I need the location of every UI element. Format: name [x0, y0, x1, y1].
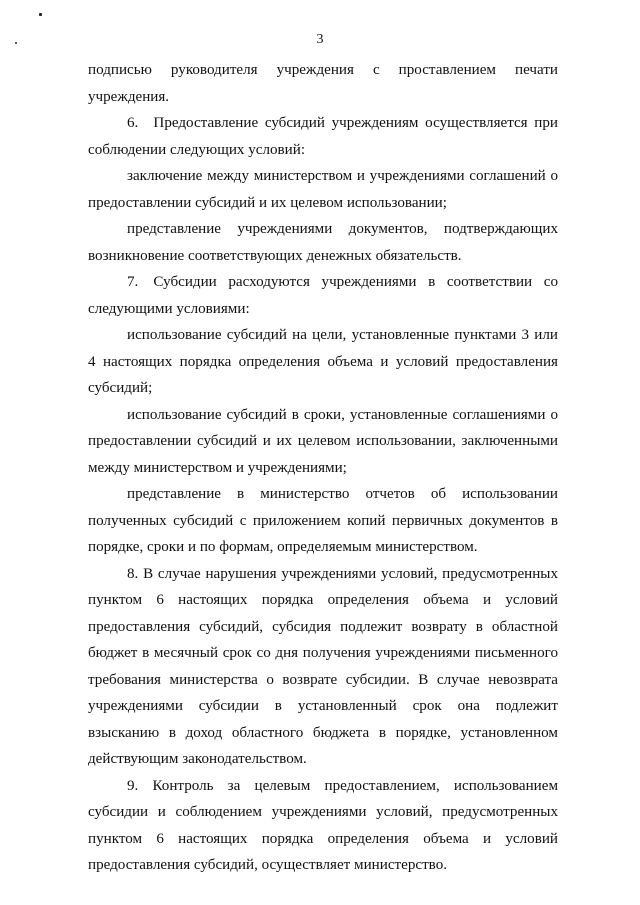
paragraph-clause-8: 8. В случае нарушения учреждениями условий, предусмотренных пунктом 6 настоящих порядка определения объема и условий предоставления субсидий, субсидия подлежит возврату в областной бюджет в месячный срок со дня получения учреждениями письменного требования министерства о возврате субсидии. В случае невозврата учреждениями субсидии в установленный срок она подлежит взысканию в доход областного бюджета в порядке, установленном действующим законодательством.: [88, 565, 558, 767]
page-number: 3: [316, 32, 324, 47]
paragraph-condition-purpose: использование субсидий на цели, установленные пунктами 3 или 4 настоящих порядка определения объема и условий предоставления субсидий;: [88, 327, 558, 396]
paragraph-condition-reports: представление в министерство отчетов об использовании полученных субсидий с приложением копий первичных документов в порядке, сроки и по формам, определяемым министерством.: [88, 486, 558, 555]
paragraph-condition-documents: представление учреждениями документов, подтверждающих возникновение соответствующих денежных обязательств.: [88, 221, 558, 264]
paragraph-clause-6: 6. Предоставление субсидий учреждениям осуществляется при соблюдении следующих условий:: [88, 115, 558, 158]
document-body: [88, 57, 558, 879]
paragraph-condition-agreement: заключение между министерством и учреждениями соглашений о предоставлении субсидий и их целевом использовании;: [88, 168, 558, 211]
paragraph-clause-9: 9. Контроль за целевым предоставлением, использованием субсидии и соблюдением учреждениями условий, предусмотренных пунктом 6 настоящих порядка определения объема и условий предоставления субсидий, осуществляет министерство.: [88, 777, 558, 873]
paragraph-continuation: подписью руководителя учреждения с проставлением печати учреждения.: [88, 62, 558, 105]
paragraph-clause-7: 7. Субсидии расходуются учреждениями в соответствии со следующими условиями:: [88, 274, 558, 317]
paragraph-condition-terms: использование субсидий в сроки, установленные соглашениями о предоставлении субсидий и их целевом использовании, заключенными между министерством и учреждениями;: [88, 406, 558, 476]
scan-speck: [39, 13, 42, 16]
